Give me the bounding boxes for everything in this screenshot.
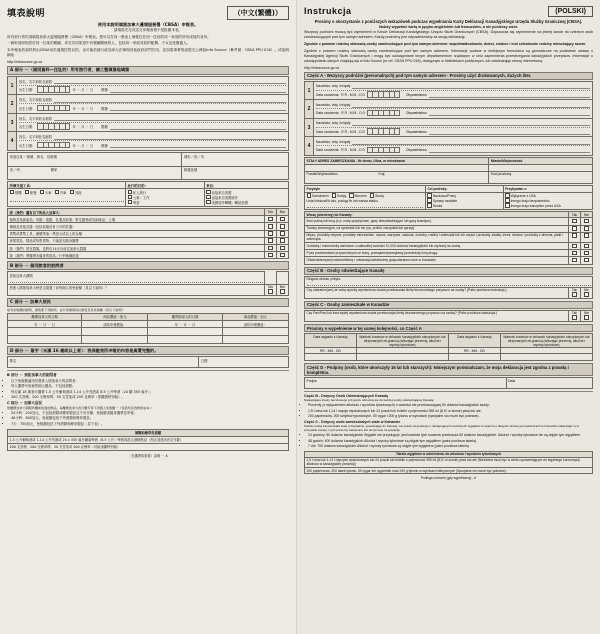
name-input[interactable] — [54, 115, 286, 121]
checkbox-icon[interactable] — [268, 224, 273, 229]
dob-format: R R - M M - D D — [341, 92, 365, 97]
purpose-option[interactable]: Sprawy osobiste — [427, 198, 501, 203]
dob-label: Data urodzenia: — [316, 129, 340, 134]
dob-format: 年 － 月 － 日 — [72, 106, 94, 111]
left-signature-table — [7, 356, 289, 368]
declaration-title: 我（我們）攜有以下物品入加拿大： — [9, 210, 63, 215]
checkbox-icon[interactable] — [55, 190, 60, 195]
arrival-sub-label: Linia lotnicza/Nr lotu, pociąg Nr lub nazwa statku — [306, 198, 378, 203]
checkbox-icon[interactable] — [572, 226, 577, 231]
dob-boxes[interactable] — [37, 142, 70, 149]
checkbox-icon[interactable] — [280, 289, 285, 294]
checkbox-icon[interactable] — [268, 246, 273, 251]
checkbox-icon[interactable] — [572, 251, 577, 256]
checkbox-icon[interactable] — [584, 226, 589, 231]
checkbox-icon[interactable] — [268, 238, 273, 243]
left-intro-sub: 請填寫充足或送交申報表格不是批額本表。 — [113, 28, 183, 32]
c-date-format: RR - MM - DD — [319, 348, 341, 353]
dob-format: 年 － 月 － 日 — [72, 125, 94, 130]
alcohol-note: 1,5 l wina lub 1,14 l napojów wyskokowych lub 24 puszki lub butelki o pojemności 355 ml (8,5 l w sumie) piwa lub ale (Nietrzeba musi być w wieku uprawniającym do legalnego konsumpcji - alkoholu w kanadyjskiej prowincji) — [306, 458, 582, 467]
b-question: 您進入國境加拿大時是否超過了前每個人的免稅額（見以下說明）？ — [9, 286, 109, 291]
dob-format: 年 － 月 － 日 — [72, 88, 94, 93]
postal-label: 郵遞區號 — [183, 168, 198, 173]
address-label: 家庭住址－街號、街名、信箱號 — [9, 154, 57, 159]
right-section-a-bar: Część A - Wszyscy podróżni (personalnych) pod tym samym adresem - Prosimy użyć drukowanych, dużych liter. — [304, 72, 593, 80]
checkbox-icon[interactable] — [584, 258, 589, 263]
signature-label: 簽名 — [9, 358, 17, 363]
checkbox-icon[interactable] — [572, 244, 577, 249]
c-date-input[interactable] — [305, 354, 357, 361]
flight-number-input[interactable] — [10, 196, 124, 202]
right-declaration-table — [304, 211, 593, 264]
dob-label: 出生日期： — [19, 143, 36, 148]
c-value-input[interactable] — [500, 354, 592, 361]
from-option[interactable]: Wyłącznie z USA — [505, 193, 590, 198]
declaration-title: Wiozę (wieziemy) do Kanady: — [306, 212, 353, 217]
name-input[interactable] — [54, 134, 286, 140]
left-para-1: 所有旅行者均須填寫加拿大邊境服務署（CBSA）申報表。您可以在同一張表上填報住在同一住址的同一家庭的所有成員的身份。 — [7, 34, 211, 39]
allowance-table-title: 酒類和煙草免稅額 — [134, 431, 162, 436]
notes-b-intro: Następujące kwoty bezcłowego przywozu odnoszą się do każdej osoby odwiedzającej Kanadę: — [304, 398, 435, 403]
checkbox-icon[interactable] — [268, 231, 273, 236]
address-bar-label: STAŁY ADRES ZAMIESZKANIA - Nr domu, Ulica, nr mieszkania — [306, 159, 405, 164]
traveller-row[interactable] — [305, 100, 592, 119]
name-input[interactable] — [352, 120, 590, 126]
tobacco-note: 200 papierosów, 200 lasek tytoniu, 50 cygar lub cygaretek oraz 200 g tytoniu w wyrobach fabrycznych (Specjalne cło może być pobrane). — [306, 468, 507, 473]
name-label: 姓名、名字和姓名縮寫 — [19, 135, 52, 140]
declaration-row[interactable]: Towary komercyjne, na sprzedaż lub nie (np. próbki, narzędzia lub sprzęt). — [305, 225, 593, 232]
right-header — [304, 6, 593, 17]
row-number: 3 — [8, 114, 17, 132]
name-input[interactable] — [54, 97, 286, 103]
checkbox-icon[interactable] — [584, 292, 589, 297]
name-label: 姓名、名字和姓名縮寫 — [19, 116, 52, 121]
notes-b-list: • 以下免稅額適用於獲准入境加拿大的訪問者： • 每人攜帶可免稅的個人贈品，不包括酒類； • 每位滿 18 歲者可攜帶 1.5 公升葡萄酒或 1.14 公升烈酒或 8.5 公升啤酒（24 罐 355 毫升）； • 200 支香煙、200 支煙草棒、50 支雪茄或 200 克煙草（需繳納特別稅）。 — [11, 379, 289, 400]
c-value-input[interactable] — [82, 336, 148, 344]
arrival-title: 所乘交通工具： — [9, 183, 34, 188]
arrive-option[interactable]: Morzem — [349, 193, 366, 198]
checkbox-icon[interactable] — [268, 289, 273, 294]
declaration-row[interactable]: Gotówkę i instrumenty walutowe o całkowitej wartości 10,000 dolarów kanadyjskich lub wyższej na osobę. — [305, 242, 593, 249]
arrive-option[interactable]: 火車 — [40, 190, 52, 195]
row-number: 1 — [305, 82, 314, 100]
right-section-a-grid — [304, 81, 593, 156]
notes-c-title: C 部分 － 加拿大居民 — [7, 401, 43, 406]
nationality-input[interactable] — [429, 129, 590, 135]
checkbox-icon[interactable] — [25, 190, 30, 195]
right-section-d-bar: Część D - Podpisy (osób, które ukończyły 16 lat lub starszych): Niniejszym poświadczam, że moja deklaracja jest zgodna z prawdą i kompletna. — [304, 363, 593, 376]
declaration-row[interactable]: 植物及其副產品；肉類／禽類、乳製品和蛋；野生動物或其副產品；土壤 — [8, 216, 289, 223]
arrive-option[interactable]: Sirotą — [370, 193, 384, 198]
purpose-title: 此行的目的： — [127, 183, 148, 188]
dob-label: 出生日期： — [19, 88, 36, 93]
left-section-b-bar: B 部分 － 個別旅客的訪問者 — [7, 261, 289, 270]
left-infosource-url[interactable]: http://infosource.gc.ca — [7, 59, 43, 64]
arrive-option[interactable]: 其他 — [70, 190, 82, 195]
right-arrival-purpose-table — [304, 185, 593, 209]
province-country-input[interactable] — [307, 176, 487, 182]
province-label: 省／州 — [9, 168, 20, 173]
checkbox-icon[interactable] — [268, 253, 273, 258]
right-allowance-table — [304, 451, 593, 475]
name-input[interactable] — [352, 83, 590, 89]
nationality-input[interactable] — [429, 147, 590, 153]
name-label: 姓名、名字和姓名縮寫 — [19, 98, 52, 103]
dob-boxes[interactable] — [367, 128, 400, 135]
c-question: Czy Pan/Pani lub inna wyżej wymieniona osoba przekroczyła limity bezzwrotnego przywozu na osobę? (Patrz poniższa instrukcja.) — [306, 311, 498, 316]
left-para-3: 本申報表的資料將由CBSA用於邊境控管目的，也可能依據行政加拿大法律與其他政府部門共用，並如果事實的請提交公務給Info Source（參考號：CBSA PPU 018）。或說明網址： — [7, 47, 289, 58]
traveller-row[interactable] — [305, 137, 592, 155]
address-input[interactable] — [305, 164, 489, 171]
dob-label: Data urodzenia: — [316, 148, 340, 153]
allowance-table-title: Tabela wyjątków w odniesieniu do alkoholu i wyrobów tytoniowych — [395, 452, 502, 457]
nationality-label: Obywatelstwo: — [405, 111, 428, 116]
right-para-3: Zgodnie z prawem rodzinę stanowią osoby zamieszkujące pod tym samym adresem. Informacje podane w niniejszym formularzu są gromadzone na podstawie ustawy o Kanadyjskiej Agencji Służb Granicznych i mogą być udostępniane innym departamentom rządowym w celu zapewnienia przestrzegania kanadyjskich przepisów. Informacje o udostępnianiu danych znajdują się w Info Source (nr ref. CBSA PPU 018), dostępnym w bibliotekach publicznych, lub odwiedzając stronę internetową: — [304, 48, 593, 64]
left-language-badge: （中文(繁體)） — [227, 6, 289, 20]
yes-header: Tak — [571, 212, 578, 217]
nationality-label: Obywatelstwo: — [405, 92, 428, 97]
c-date-format: RR - MM - DD — [463, 348, 485, 353]
dob-boxes[interactable] — [367, 110, 400, 117]
arrive-option[interactable]: 汽車 — [55, 190, 67, 195]
nationality-label: 國籍 — [101, 106, 108, 111]
nationality-label: 國籍 — [101, 143, 108, 148]
stay-length-input[interactable] — [307, 281, 591, 286]
nationality-input[interactable] — [429, 110, 590, 116]
c-value-input[interactable] — [82, 328, 148, 336]
checkbox-icon[interactable] — [572, 219, 577, 224]
checkbox-icon[interactable] — [280, 231, 285, 236]
arrive-option[interactable]: Samolotem — [307, 193, 329, 198]
nationality-input[interactable] — [110, 124, 286, 130]
left-section-c-bar: C 部分 － 加拿大居民 — [7, 298, 289, 307]
right-section-c-question: Czy Pan/Pani lub inna wyżej wymieniona osoba przekroczyła limity bezzwrotnego przywozu na osobę? (Patrz poniższa instrukcja.) Tak Nie — [304, 310, 593, 322]
checkbox-icon[interactable] — [572, 292, 577, 297]
c-date-input[interactable] — [448, 354, 500, 361]
from-option[interactable]: 美國境外轉機／轉抵美國 — [206, 200, 286, 205]
row-number: 1 — [8, 77, 17, 95]
checkbox-icon[interactable] — [206, 200, 211, 205]
left-footer: （在攜帶如需要）說明 － A — [128, 454, 168, 459]
checkbox-icon[interactable] — [427, 198, 432, 203]
checkbox-icon[interactable] — [584, 251, 589, 256]
right-section-b-bar: Część B - Osoby odwiedzające Kanadę — [304, 267, 593, 275]
dob-label: Data urodzenia: — [316, 111, 340, 116]
right-page-polish — [297, 0, 600, 634]
notes-c-intro: 您離開加拿大期間所購或收到的物品，每離開加拿大的日數可享下列個人免稅額一（包括所有食物的成本）： — [7, 406, 154, 411]
province-label: Powiat/Województwo — [306, 172, 338, 177]
arrive-option[interactable]: Koleją — [332, 193, 347, 198]
left-arrival-purpose-table — [7, 181, 289, 206]
notes-c-title: Część C - Dotyczy osób zamieszkałych stale w Kanadzie — [304, 420, 401, 425]
nationality-label: Obywatelstwo: — [405, 129, 428, 134]
row-number: 4 — [305, 137, 314, 155]
dob-format: 年 － 月 － 日 — [72, 143, 94, 148]
alcohol-note: 1.5 公升葡萄酒或 1.14 公升烈酒或 24 x 355 毫升罐裝啤酒（8.5 公升）啤酒或混合酒精飲品（您必須達到法定年齡） — [9, 438, 184, 443]
city-input[interactable] — [184, 159, 287, 165]
declaration-row[interactable]: Odwiedziłem(am)/odwiedziliśmy i odwiedzę/odwiedzimy gospodarstwo rolne w Kanadzie. — [305, 257, 593, 264]
left-header — [7, 6, 289, 20]
from-option[interactable]: Innego kraju bezpośrednio — [505, 198, 590, 203]
b-question: Czy zabrałem(am) ze sobą wyroby wymieniona osoba przekraczała limity bezzwrotnego przywozu na osobę? (Patrz poniższa instrukcja.) — [306, 288, 507, 293]
purpose-option[interactable]: 公事／工作 — [128, 195, 203, 200]
c-value-input[interactable] — [222, 328, 288, 336]
left-section-a-grid — [7, 76, 289, 151]
left-section-b-table: 居留加拿大期間 您進入國境加拿大時是否超過了前每個人的免稅額（見以下說明）？ Tak Nie — [7, 271, 289, 295]
city-label: 城市／省／市 — [183, 154, 205, 159]
declaration-row[interactable]: 貨幣或貨幣工具，總額等值一萬加元或以上的金額 — [8, 230, 289, 237]
checkbox-icon[interactable] — [584, 315, 589, 320]
nationality-label: 國籍 — [101, 125, 108, 130]
checkbox-icon[interactable] — [280, 238, 285, 243]
checkbox-icon[interactable] — [505, 193, 510, 198]
checkbox-icon[interactable] — [307, 193, 312, 198]
right-section-c-table: Data wyjazdu z Kanady Wartość towarów w dolarach kanadyjskich zakupionych lub otrzymanych za granicą (wliczając prezenty, alkohol i wyroby tytoniowe) Data wyjazdu z Kanady Wartość towarów w dolarach kanadyjskich zakupionych lub otrzymanych za granicą (wliczając prezenty, alkohol i wyroby tytoniowe) RR - MM - DD RR - MM - DD — [304, 333, 593, 361]
from-title: 來自： — [206, 183, 217, 188]
no-header: Nie — [279, 209, 286, 214]
declaration-row[interactable]: 槍械及其他武器（包括氣槍及有刀刃的武器） — [8, 223, 289, 230]
left-intro-heading: 使用本說明填寫加拿大邊境服務署（CBSA）申報表。 — [97, 22, 199, 27]
checkbox-icon[interactable] — [572, 233, 577, 238]
from-title: Przybywam z: — [505, 186, 528, 191]
signature-label: Podpis — [306, 379, 317, 384]
tobacco-note: 200 支香煙、200 支煙草棒、50 支雪茄或 200 克煙草（可能須繳特別稅） — [9, 445, 121, 450]
left-section-a-bar: A 部分 －（個別資料—住址的）所有旅行者，請工整填寫地填寫 — [7, 66, 289, 75]
country-label: 國家 — [50, 168, 58, 173]
notes-b-list: • Prezenty (z wyłączeniem alkoholu i wyrobów tytoniowych) o wartości nie przekraczającej 60 dolarów kanadyjskich każdy; • 1,5 l wina lub 1,14 l napoje wyskokowych lub 24 puszki lub butelki o pojemności 355 ml (8,5 l w sumie) piwa lub ale; • 200 papierosów, 200 sztyftów tytoniowych, 50 cygar i 200 g tytoniu w wyrobach (specjalne cło może być pobrane). — [308, 403, 593, 418]
traveller-row[interactable] — [8, 77, 288, 96]
from-option[interactable]: 直接來自美國境外 — [206, 195, 286, 200]
nationality-input[interactable] — [429, 92, 590, 98]
name-input[interactable] — [352, 102, 590, 108]
left-section-c-note: 如有免稅額的說明，請依照下列說明，並分別填寫每位旅客及其免稅額（見以下說明）： — [7, 307, 127, 312]
notes-c-intro: Każda osoba zamieszkała stale w Kanadzie, powracając do Kanady, ma prawo do jednego z następujących osobistych wyjątków w oparciu o długość okresu jej niedoborach w Kanadzie (włączając w to wszystkie towary i tych prezenty zakupione lub otrzymane za granicą): — [304, 424, 580, 433]
date-label: 日期 — [200, 358, 208, 363]
declaration-row[interactable]: 我（我們）將攜帶未隨身的貨品／行李後續抵達 — [8, 252, 289, 259]
checkbox-icon[interactable] — [572, 315, 577, 320]
right-intro-heading: Prosimy o skorzystanie z poniższych wskazówek podczas wypełniania Karty Deklaracji Kanadyjskiego Urzędu Służby Granicznej (CBSA). — [314, 19, 583, 24]
traveller-row[interactable] — [305, 119, 592, 138]
row-number: 4 — [8, 132, 17, 150]
nationality-label: 國籍 — [101, 88, 108, 93]
checkbox-icon[interactable] — [584, 244, 589, 249]
right-infosource-url[interactable]: http://infosource.gc.ca — [304, 65, 340, 70]
stay-length-label: 居留加拿大期間 — [9, 273, 33, 278]
city-input[interactable] — [489, 164, 593, 171]
checkbox-icon[interactable] — [40, 190, 45, 195]
declaration-row[interactable]: Poza przedmiotami przywożonymi ze sobą, przesyłam/przesyłamy przedmioty inną drogą. — [305, 250, 593, 257]
c-value-input[interactable] — [356, 354, 448, 361]
checkbox-icon[interactable] — [505, 198, 510, 203]
checkbox-icon[interactable] — [70, 190, 75, 195]
postal-label: Kod pocztowy — [490, 172, 512, 177]
name-label: Nazwisko, imię i inicjały — [316, 84, 351, 89]
name-input[interactable] — [54, 78, 286, 84]
postal-input[interactable] — [184, 172, 287, 178]
dob-label: Data urodzenia: — [316, 92, 340, 97]
stay-length-input[interactable] — [10, 278, 263, 283]
name-label: Nazwisko, imię i inicjały — [316, 102, 351, 107]
notes-c-list: • 24小時：200加元，不包括酒類或煙草製品且不可分額；免稅額須隨身攜帶並申報； • 48小時：800加元，免稅額包括下列酒類和煙草製品； • 7天：750加元，免稅額包括下列酒類和煙草製品（見下表）。 — [11, 411, 289, 426]
checkbox-icon[interactable] — [427, 203, 432, 208]
yes-header: Tak — [267, 209, 274, 214]
declaration-row[interactable]: 商業貨品、樣品或待售貨物，不論是否隨身攜帶 — [8, 237, 289, 244]
checkbox-icon[interactable] — [128, 190, 133, 195]
purpose-option[interactable]: 私人旅行 — [128, 190, 203, 195]
right-intro-sub: Należy wypełnić kartę w języku angielskim lub francuskim, a nie poniższy wzór. — [379, 24, 518, 29]
checkbox-icon[interactable] — [10, 190, 15, 195]
dob-format: R R - M M - D D — [341, 129, 365, 134]
left-page-chinese — [0, 0, 297, 634]
checkbox-icon[interactable] — [128, 200, 133, 205]
postal-input[interactable] — [491, 176, 591, 182]
left-para-2: 一個家庭即指居於同一住址的親屬，或在共同旅遊中有親屬關係的人，包括同一家庭成員的配偶、子女及受撫養人。 — [7, 41, 191, 46]
right-address-table — [304, 157, 593, 183]
checkbox-icon[interactable] — [370, 193, 375, 198]
right-language-badge: (POLSKI) — [548, 6, 593, 17]
no-header: Nie — [584, 212, 589, 217]
right-signature-table — [304, 377, 593, 389]
notes-b-title: B 部分 － 到訪加拿大的訪問者 — [7, 373, 57, 378]
notes-c-list: • 24 godziny: 50 dolarów kanadyjskich Wyjątek nie przysługuje, jeśli wartość tych towarów przekracza 50 dolarów kanadyjskich. Alkohol i wyroby tytoniowe nie są objęte tym wyjątkiem. • 48 godzin: 400 dolarów kanadyjskich Alkohol i wyroby tytoniowe są objęte tym wyjątkiem (patrz poniższa tabela). • 7 dni: 750 dolarów kanadyjskich Alkohol i wyroby tytoniowe są objęte tym wyjątkiem (patrz poniższa tabela). — [308, 433, 593, 448]
arrival-title: Przybyłe — [306, 186, 321, 191]
c-date-input[interactable] — [8, 328, 82, 336]
left-address-table — [7, 152, 289, 179]
city-label: Miasto/Miejscowość — [490, 159, 523, 164]
checkbox-icon[interactable] — [280, 246, 285, 251]
checkbox-icon[interactable] — [128, 195, 133, 200]
stay-length-label: Długość okresu pobytu: — [306, 277, 341, 282]
left-declaration-table — [7, 208, 289, 259]
traveller-row[interactable] — [8, 95, 288, 114]
checkbox-icon[interactable] — [206, 190, 211, 195]
nationality-input[interactable] — [110, 142, 286, 148]
purpose-option[interactable]: Studia — [427, 203, 501, 208]
checkbox-icon[interactable] — [584, 233, 589, 238]
checkbox-icon[interactable] — [280, 224, 285, 229]
c-date-input[interactable] — [148, 336, 222, 344]
right-para-1: Wszyscy podróżni muszą być wymienieni w Karcie Deklaracji Kanadyjskiego Urzędu Służb Granicznych (CBSA). Dopuszcza się wymienienie na jednej karcie do czterech osób zamieszkujących pod tym samym adresem. Każdy podróżny jest odpowiedzialny za swoją deklarację. — [304, 30, 593, 40]
row-number: 2 — [305, 100, 314, 118]
notes-b-title: Część B - Dotyczy Osób Odwiedzających Kanadę — [304, 394, 389, 399]
checkbox-icon[interactable] — [332, 193, 337, 198]
left-allowance-table — [7, 429, 289, 452]
traveller-row[interactable] — [305, 82, 592, 101]
declaration-row[interactable]: 我（我們）曾在農場，並將在14天內前往加拿大農場 — [8, 245, 289, 252]
checkbox-icon[interactable] — [349, 193, 354, 198]
dob-label: 出生日期： — [19, 106, 36, 111]
row-number: 3 — [305, 119, 314, 137]
name-input[interactable] — [352, 139, 590, 145]
country-label: Kraj — [378, 172, 385, 177]
name-label: Nazwisko, imię i inicjały — [316, 121, 351, 126]
right-section-c-bar: Część C - Osoby zamieszkałe w Kanadzie — [304, 301, 593, 309]
address-input[interactable] — [10, 159, 180, 165]
right-footer: Podłoga ochronie (gdy wypełniamy) - A — [420, 476, 477, 481]
purpose-option[interactable]: Naukowo/Pracy — [427, 193, 501, 198]
right-section-b-table: Długość okresu pobytu: Czy zabrałem(am) ze sobą wyroby wymieniona osoba przekraczała limity bezzwrotnego przywozu na osobę? (Patrz poniższa instrukcja.) Tak Nie — [304, 276, 593, 299]
dob-label: 出生日期： — [19, 125, 36, 130]
dob-boxes[interactable] — [367, 91, 400, 98]
purpose-option[interactable]: 學習 — [128, 200, 203, 205]
from-option[interactable]: 直接來自美國 — [206, 190, 286, 195]
dob-format: R R - M M - D D — [341, 148, 365, 153]
checkbox-icon[interactable] — [268, 217, 273, 222]
from-option[interactable]: Innego kraju tranzytem przez USA — [505, 203, 590, 208]
checkbox-icon[interactable] — [280, 253, 285, 258]
province-country-input[interactable] — [10, 172, 180, 178]
right-para-2: Zgodnie z prawem rodzinę stanowią osoby zamieszkujące pod tym samym adresem: współmałżonkowie, dzieci, rodzice i inni członkowie rodziny mieszkający razem. — [304, 42, 587, 47]
dob-boxes[interactable] — [37, 105, 70, 112]
declaration-row[interactable]: Mięso, produkty mięsne, produkty mleczarskie, owoce, warzywa, nasiona, orzechy, rośliny i zwierzęta lub ich części i produkty, kwiaty, ziemi, drewno i produkty z drewna, ptaki i zwierzęta. — [305, 232, 593, 242]
dob-format: R R - M M - D D — [341, 111, 365, 116]
dob-boxes[interactable] — [37, 123, 70, 130]
dob-boxes[interactable] — [367, 147, 400, 154]
checkbox-icon[interactable] — [280, 217, 285, 222]
nationality-input[interactable] — [110, 105, 286, 111]
arrive-option[interactable]: 飛機 — [10, 190, 22, 195]
c-date-input[interactable] — [148, 328, 222, 336]
date-label: Data — [508, 379, 516, 384]
right-section-c-order-bar: Prosimy o wypełnienie w tej samej kolejności, co Część A — [304, 324, 593, 332]
dob-boxes[interactable] — [37, 86, 70, 93]
nationality-input[interactable] — [110, 87, 286, 93]
checkbox-icon[interactable] — [572, 258, 577, 263]
name-label: Nazwisko, imię i inicjały — [316, 139, 351, 144]
traveller-row[interactable] — [8, 114, 288, 133]
left-title: 填表說明 — [7, 9, 46, 19]
arrive-option[interactable]: 船隻 — [25, 190, 37, 195]
checkbox-icon[interactable] — [427, 193, 432, 198]
name-label: 姓名、名字和姓名縮寫 — [19, 79, 52, 84]
purpose-title: Cel podróży: — [427, 186, 448, 191]
checkbox-icon[interactable] — [584, 219, 589, 224]
checkbox-icon[interactable] — [505, 203, 510, 208]
c-value-input[interactable] — [222, 336, 288, 344]
c-date-input[interactable] — [8, 336, 82, 344]
declaration-row[interactable]: Broń palną lub inną (n.p. nożę sprężynowe, gazy obezwładniające lub gazy łzawiące). — [305, 218, 593, 225]
flight-number-input[interactable] — [307, 203, 424, 208]
left-section-c-table: 離開加拿大的日期 商品價值－加元 離開加拿大的日期 商品價值－加元 年 － 月 － 日 請依申報價值： 年 － 月 － 日 請依申報價值： — [7, 313, 289, 344]
checkbox-icon[interactable] — [206, 195, 211, 200]
nationality-label: Obywatelstwo: — [405, 148, 428, 153]
traveller-row[interactable] — [8, 132, 288, 150]
right-title: Instrukcja — [304, 6, 352, 16]
left-section-d-bar: D 部分 － 簽字（未滿 16 歲或以上者）：我保證我所申報的內容是真實完整的。 — [7, 346, 289, 355]
row-number: 2 — [8, 95, 17, 113]
